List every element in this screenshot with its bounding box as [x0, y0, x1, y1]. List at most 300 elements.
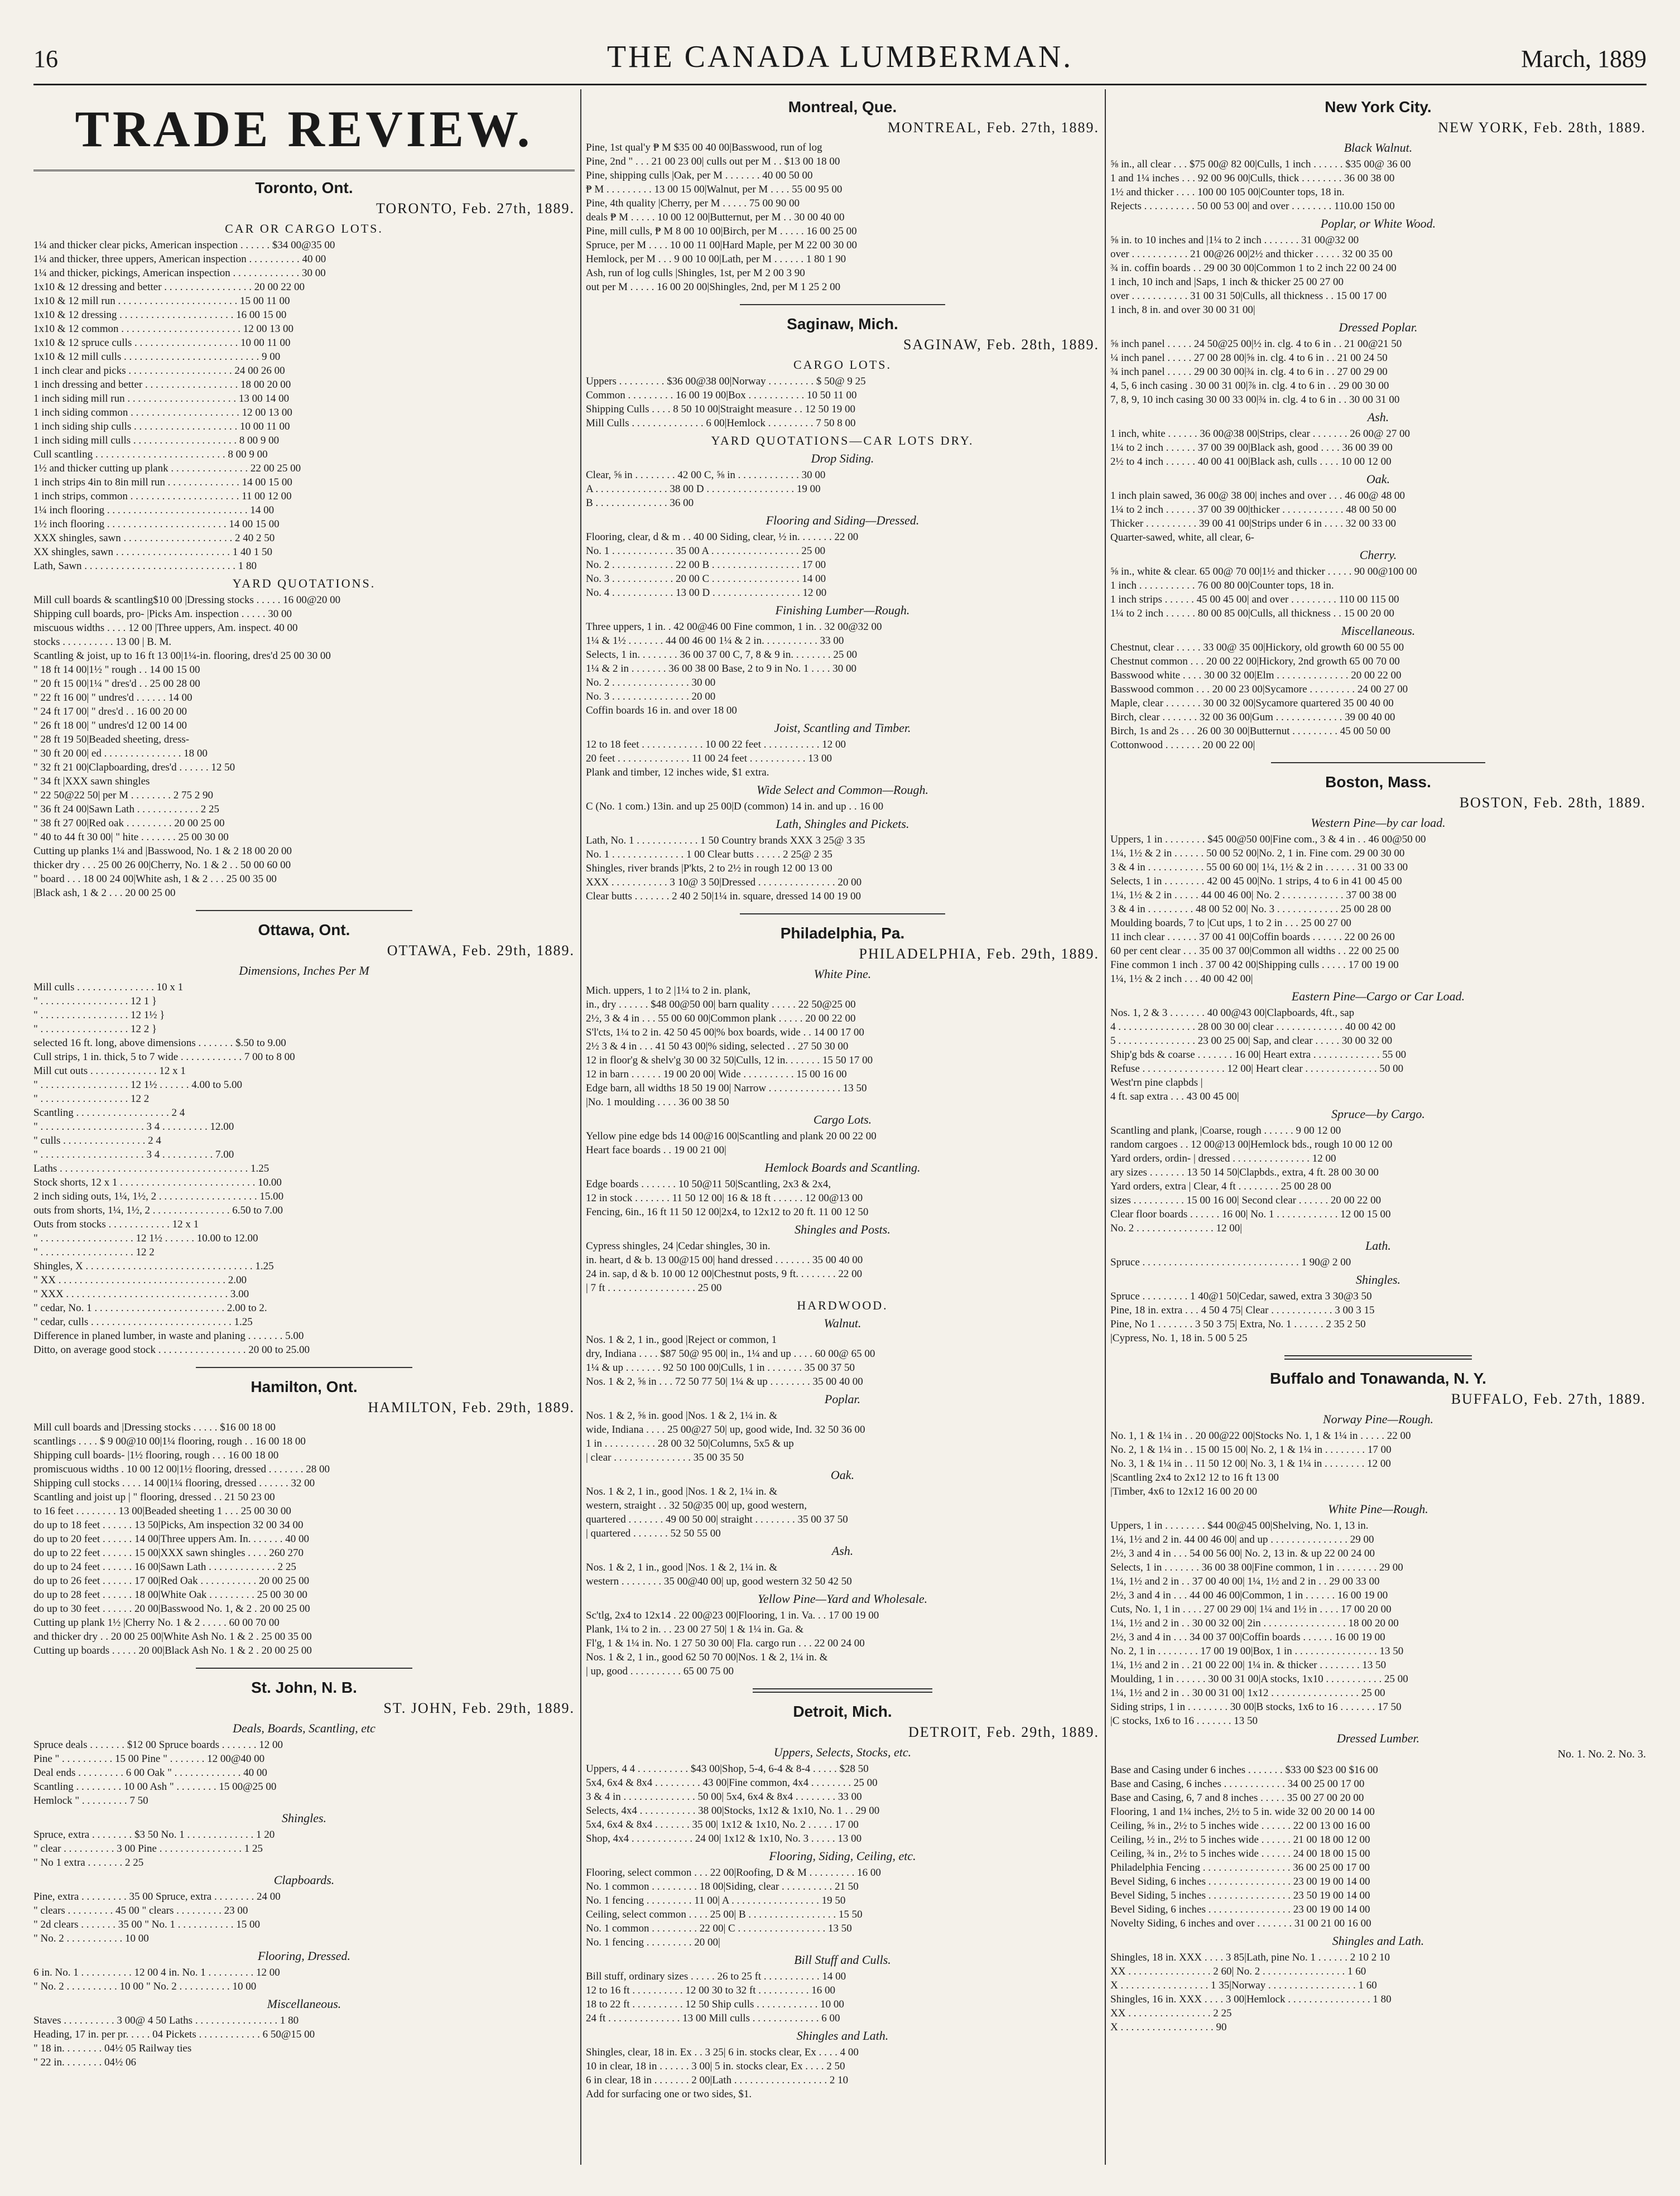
price-line: do up to 28 feet . . . . . . 18 00|White Oak . . . . . . . . . 25 00 30 00 [33, 1589, 307, 1601]
city-heading: Saginaw, Mich. [787, 315, 898, 333]
price-line: 1x10 & 12 mill run . . . . . . . . . . . . . . . . . . . . . . . 15 00 11 00 [33, 295, 290, 307]
section-rule [196, 1367, 412, 1368]
price-line: " 36 ft 24 00|Sawn Lath . . . . . . . . . . . . 2 25 [33, 803, 219, 815]
price-line: Ceiling, ¾ in., 2½ to 5 inches wide . . . . . . 24 00 18 00 15 00 [1110, 1848, 1370, 1860]
section-rule [196, 1668, 412, 1669]
price-list [1110, 427, 1646, 469]
price-line: 12 in floor'g & shelv'g 30 00 32 50|Culls, 12 in. . . . . . . 15 50 17 00 [586, 1054, 873, 1066]
price-line: Cottonwood . . . . . . . 20 00 22 00| [1110, 739, 1255, 751]
price-line: 1x10 & 12 spruce culls . . . . . . . . . . . . . . . . . . . . 10 00 11 00 [33, 337, 291, 349]
price-line: Ceiling, ⅝ in., 2½ to 5 inches wide . . . . . . 22 00 13 00 16 00 [1110, 1820, 1370, 1832]
price-line: XXX . . . . . . . . . . . 3 10@ 3 50|Dressed . . . . . . . . . . . . . . . 20 00 [586, 877, 862, 888]
price-line: 1 inch siding mill run . . . . . . . . . . . . . . . . . . . . . 13 00 14 00 [33, 393, 290, 404]
price-line: " No. 2 . . . . . . . . . . . 10 00 [33, 1933, 149, 1944]
price-line: Shingles, clear, 18 in. Ex . . 3 25| 6 in. stocks clear, Ex . . . . 4 00 [586, 2046, 859, 2058]
market-philadelphia [586, 924, 1099, 1678]
price-list [1110, 565, 1646, 620]
price-list [33, 2014, 575, 2069]
price-line: 1 inch strips, common . . . . . . . . . . . . . . . . . . . . . 11 00 12 00 [33, 490, 292, 502]
price-line: do up to 20 feet . . . . . . 14 00|Three uppers Am. In. . . . . . . 40 00 [33, 1533, 310, 1545]
price-line: Spruce . . . . . . . . . . . . . . . . . . . . . . . . . . . . . . 1 90@ 2 00 [1110, 1256, 1351, 1268]
subheading: Drop Siding. [811, 451, 874, 465]
price-line: 1 inch, 8 in. and over 30 00 31 00| [1110, 304, 1255, 316]
dateline: PHILADELPHIA, Feb. 29th, 1889. [859, 946, 1099, 962]
price-line: 1 inch clear and picks . . . . . . . . . . . . . . . . . . . . 24 00 26 00 [33, 365, 285, 377]
price-line: No. 4 . . . . . . . . . . . . 13 00 D . . . . . . . . . . . . . . . . . 12 00 [586, 587, 827, 599]
price-line: " cedar, culls . . . . . . . . . . . . . . . . . . . . . . . . . . . 1.25 [33, 1316, 253, 1328]
price-line: ¼ inch panel . . . . . 27 00 28 00|⅝ in. clg. 4 to 6 in . . 21 00 24 50 [1110, 352, 1388, 364]
price-line: deals ₱ M . . . . . 10 00 12 00|Butternut, per M . . 30 00 40 00 [586, 211, 845, 223]
price-list [33, 238, 575, 573]
price-line: Chestnut common . . . 20 00 22 00|Hickory, 2nd growth 65 00 70 00 [1110, 656, 1400, 667]
price-line: Base and Casing under 6 inches . . . . . . . $33 00 $23 00 $16 00 [1110, 1764, 1378, 1776]
price-line: XX . . . . . . . . . . . . . . . . 2 60| No. 2 . . . . . . . . . . . . . . . . 1 60 [1110, 1966, 1366, 1977]
price-list [586, 530, 1099, 600]
price-line: Flooring, select common . . . 22 00|Roofing, D & M . . . . . . . . . 16 00 [586, 1867, 881, 1879]
price-line: 1½ and thicker cutting up plank . . . . . . . . . . . . . . . 22 00 25 00 [33, 463, 301, 474]
price-line: Fl'g, 1 & 1¼ in. No. 1 27 50 30 00| Fla. cargo run . . . 22 00 24 00 [586, 1638, 865, 1649]
price-line: " 30 ft 20 00| ed . . . . . . . . . . . . . . . 18 00 [33, 748, 208, 759]
dateline: MONTREAL, Feb. 27th, 1889. [887, 119, 1099, 136]
price-line: ¾ inch panel . . . . . 29 00 30 00|¾ in. clg. 4 to 6 in . . 27 00 29 00 [1110, 366, 1388, 378]
subheading: Oak. [830, 1468, 855, 1482]
subheading: Ash. [831, 1544, 854, 1558]
price-line: Pine, shipping culls |Oak, per M . . . . . . . 40 00 50 00 [586, 170, 813, 181]
price-line: miscuous widths . . . . 12 00 |Three uppers, Am. inspect. 40 00 [33, 622, 298, 634]
price-line: No. 2, 1 & 1¼ in . . 15 00 15 00| No. 2, 1 & 1¼ in . . . . . . . . 17 00 [1110, 1444, 1392, 1456]
price-line: Yard orders, ordin- | dressed . . . . . . . . . . . . . . . 12 00 [1110, 1153, 1336, 1164]
price-line: 4, 5, 6 inch casing . 30 00 31 00|⅞ in. clg. 4 to 6 in . . 29 00 30 00 [1110, 380, 1389, 392]
subheading: Deals, Boards, Scantling, etc [233, 1721, 376, 1735]
price-line: Hemlock, per M . . . 9 00 10 00|Lath, per M . . . . . . 1 80 1 90 [586, 253, 846, 265]
price-list [586, 374, 1099, 430]
price-line: 6 in. No. 1 . . . . . . . . . . 12 00 4 in. No. 1 . . . . . . . . . 12 00 [33, 1967, 280, 1978]
price-list [1110, 1255, 1646, 1269]
column-divider [580, 89, 581, 2165]
price-line: Pine, No 1 . . . . . . . 3 50 3 75| Extra, No. 1 . . . . . . 2 35 2 50 [1110, 1318, 1366, 1330]
subheading: Wide Select and Common—Rough. [757, 783, 928, 797]
market-hamilton [33, 1378, 575, 1658]
price-line: 12 in stock . . . . . . . 11 50 12 00| 16 & 18 ft . . . . . . 12 00@13 00 [586, 1192, 863, 1204]
price-line: Mill cull boards & scantling$10 00 |Dressing stocks . . . . . 16 00@20 00 [33, 594, 341, 606]
price-list [1110, 1763, 1646, 1930]
price-line: Novelty Siding, 6 inches and over . . . . . . . 31 00 21 00 16 00 [1110, 1918, 1371, 1929]
subheading: Bill Stuff and Culls. [794, 1953, 891, 1967]
price-line: 1¼ and thicker clear picks, American inspection . . . . . . $34 00@35 00 [33, 239, 335, 251]
price-line: Uppers . . . . . . . . . $36 00@38 00|Norway . . . . . . . . . $ 50@ 9 25 [586, 375, 866, 387]
price-line: Fine common 1 inch . 37 00 42 00|Shipping culls . . . . . 17 00 19 00 [1110, 959, 1399, 971]
price-list [586, 2045, 1099, 2101]
column-left [33, 94, 575, 2158]
price-list [1110, 489, 1646, 545]
price-line: Selects, 4x4 . . . . . . . . . . . 38 00|Stocks, 1x12 & 1x10, No. 1 . . 29 00 [586, 1805, 880, 1817]
price-line: West'rn pine clapbds | [1110, 1077, 1203, 1089]
price-list [586, 1177, 1099, 1219]
price-line: Chestnut, clear . . . . . 33 00@ 35 00|Hickory, old growth 60 00 55 00 [1110, 642, 1404, 653]
price-line: Stock shorts, 12 x 1 . . . . . . . . . . . . . . . . . . . . . . . . . . 10.00 [33, 1177, 282, 1188]
price-line: Cutting up plank 1½ |Cherry No. 1 & 2 . . . . . 60 00 70 00 [33, 1617, 280, 1629]
subheading: Lath. [1365, 1239, 1391, 1253]
price-line: " clears . . . . . . . . . 45 00 " clears . . . . . . . . . 23 00 [33, 1905, 248, 1916]
price-line: " 34 ft |XXX sawn shingles [33, 776, 150, 787]
subheading: Norway Pine—Rough. [1323, 1412, 1433, 1426]
price-line: A . . . . . . . . . . . . . . 38 00 D . . . . . . . . . . . . . . . . . 19 00 [586, 483, 821, 495]
price-list [1110, 1519, 1646, 1728]
dateline: OTTAWA, Feb. 29th, 1889. [387, 942, 575, 959]
price-line: Yard orders, extra | Clear, 4 ft . . . . . . . . 25 00 28 00 [1110, 1181, 1331, 1192]
price-line: 2 inch siding outs, 1¼, 1½, 2 . . . . . . . . . . . . . . . . . . . 15.00 [33, 1191, 284, 1202]
price-line: 24 ft . . . . . . . . . . . . . . 13 00 Mill culls . . . . . . . . . . . . . 6 00 [586, 2012, 840, 2024]
price-line: Outs from stocks . . . . . . . . . . . . 12 x 1 [33, 1219, 199, 1230]
price-line: Mill culls . . . . . . . . . . . . . . . 10 x 1 [33, 981, 184, 993]
subheading: Clapboards. [273, 1873, 335, 1887]
price-line: Deal ends . . . . . . . . . 6 00 Oak " . . . . . . . . . . . . . 40 00 [33, 1767, 267, 1779]
price-line: western, straight . . 32 50@35 00| up, good western, [586, 1500, 807, 1511]
price-line: 24 in. sap, d & b. 10 00 12 00|Chestnut posts, 9 ft. . . . . . . . 22 00 [586, 1268, 863, 1280]
price-line: " culls . . . . . . . . . . . . . . . . 2 4 [33, 1135, 161, 1147]
price-line: XXX shingles, sawn . . . . . . . . . . . . . . . . . . . . . 2 40 2 50 [33, 532, 275, 544]
price-line: promiscuous widths . 10 00 12 00|1½ flooring, dressed . . . . . . . 28 00 [33, 1463, 330, 1475]
price-line: 1 inch strips . . . . . . 45 00 45 00| and over . . . . . . . . . 110 00 115 00 [1110, 594, 1399, 605]
price-list [586, 1762, 1099, 1846]
market-saginaw [586, 315, 1099, 903]
price-line: Lath, Sawn . . . . . . . . . . . . . . . . . . . . . . . . . . . . . 1 80 [33, 560, 257, 572]
subheading: Oak. [1366, 472, 1390, 486]
price-line: Staves . . . . . . . . . . 3 00@ 4 50 Laths . . . . . . . . . . . . . . . . 1 80 [33, 2015, 299, 2026]
price-line: " . . . . . . . . . . . . . . . . . . . . 3 4 . . . . . . . . . . 7.00 [33, 1149, 234, 1160]
price-line: Pine, 18 in. extra . . . 4 50 4 75| Clear . . . . . . . . . . . . 3 00 3 15 [1110, 1304, 1375, 1316]
price-list [1110, 641, 1646, 752]
price-list [1110, 337, 1646, 407]
price-line: Flooring, 1 and 1¼ inches, 2½ to 5 in. wide 32 00 20 00 14 00 [1110, 1806, 1375, 1818]
price-line: " . . . . . . . . . . . . . . . . . 12 1½ . . . . . . 4.00 to 5.00 [33, 1079, 243, 1091]
city-heading: Montreal, Que. [788, 98, 897, 115]
price-line: 12 to 16 ft . . . . . . . . . . 12 00 30 to 32 ft . . . . . . . . . . 16 00 [586, 1985, 836, 1996]
price-line: 1x10 & 12 mill culls . . . . . . . . . . . . . . . . . . . . . . . . . . 9 00 [33, 351, 281, 363]
price-line: " . . . . . . . . . . . . . . . . . . 12 1½ . . . . . . 10.00 to 12.00 [33, 1232, 258, 1244]
price-line: 1½ inch flooring . . . . . . . . . . . . . . . . . . . . . . . 14 00 15 00 [33, 518, 280, 530]
price-line: Cull scantling . . . . . . . . . . . . . . . . . . . . . . . . . 8 00 9 00 [33, 449, 268, 460]
subheading: Poplar. [824, 1392, 861, 1406]
price-line: Clear floor boards . . . . . . 16 00| No. 1 . . . . . . . . . . . . 12 00 15 00 [1110, 1208, 1391, 1220]
price-line: Heading, 17 in. per pr. . . . . 04 Pickets . . . . . . . . . . . . 6 50@15 00 [33, 2029, 315, 2040]
price-line: No. 2, 1 in . . . . . . . . 17 00 19 00|Box, 1 in . . . . . . . . . . . . . . . . 13 50 [1110, 1645, 1404, 1657]
price-line: " XX . . . . . . . . . . . . . . . . . . . . . . . . . . . . . . . . 2.00 [33, 1274, 247, 1286]
price-line: thicker dry . . . 25 00 26 00|Cherry, No. 1 & 2 . . 50 00 60 00 [33, 859, 291, 871]
price-list [1110, 1429, 1646, 1499]
price-line: Uppers, 1 in . . . . . . . . $45 00@50 00|Fine com., 3 & 4 in . . 46 00@50 00 [1110, 834, 1426, 845]
price-line: " 22 ft 16 00| " undres'd . . . . . . 14 00 [33, 692, 192, 704]
price-line: 5x4, 6x4 & 8x4 . . . . . . . 35 00| 1x12 & 1x10, No. 2 . . . . . 17 00 [586, 1819, 859, 1831]
price-line: 1 and 1¼ inches . . . 92 00 96 00|Culls, thick . . . . . . . . 36 00 38 00 [1110, 172, 1395, 184]
market-st-john [33, 1679, 575, 2069]
subheading: YARD QUOTATIONS—CAR LOTS DRY. [711, 434, 974, 447]
price-line: Shingles, X . . . . . . . . . . . . . . . . . . . . . . . . . . . . . . . . 1.25 [33, 1260, 274, 1272]
price-line: western . . . . . . . . 35 00@40 00| up, good western 32 50 42 50 [586, 1576, 852, 1587]
price-list [586, 1969, 1099, 2025]
price-line: XX . . . . . . . . . . . . . . . . 2 25 [1110, 2007, 1232, 2019]
price-line: " 24 ft 17 00| " dres'd . . 16 00 20 00 [33, 706, 187, 717]
subheading: HARDWOOD. [797, 1298, 888, 1312]
price-line: 1¼, 1½ and 2 in. 44 00 46 00| and up . . . . . . . . . . . . . . . 29 00 [1110, 1534, 1374, 1545]
price-line: 1¼ inch flooring . . . . . . . . . . . . . . . . . . . . . . . . . . . 14 00 [33, 504, 275, 516]
price-line: Nos. 1 & 2, 1 in., good |Nos. 1 & 2, 1¼ in. & [586, 1486, 778, 1497]
city-heading: Ottawa, Ont. [258, 921, 350, 938]
price-line: 3 & 4 in . . . . . . . . . 48 00 52 00| No. 3 . . . . . . . . . . . . 25 00 28 00 [1110, 903, 1392, 915]
section-rule [1284, 1355, 1472, 1360]
price-list [33, 1828, 575, 1870]
price-line: " . . . . . . . . . . . . . . . . . . 12 2 [33, 1246, 155, 1258]
price-line: 2½ to 4 inch . . . . . . 40 00 41 00|Black ash, culls . . . . 10 00 12 00 [1110, 456, 1392, 468]
price-line: No. 2 . . . . . . . . . . . . 22 00 B . . . . . . . . . . . . . . . . . 17 00 [586, 559, 826, 571]
dateline: SAGINAW, Feb. 28th, 1889. [903, 336, 1099, 353]
price-line: No. 1 . . . . . . . . . . . . . . 1 00 Clear butts . . . . . 2 25@ 2 35 [586, 849, 832, 860]
price-line: Ceiling, select common . . . . 25 00| B . . . . . . . . . . . . . . . . . 15 50 [586, 1909, 863, 1920]
price-line: Cull strips, 1 in. thick, 5 to 7 wide . . . . . . . . . . . . 7 00 to 8 00 [33, 1051, 295, 1063]
subheading: Spruce—by Cargo. [1331, 1107, 1425, 1121]
price-line: sizes . . . . . . . . . . 15 00 16 00| Second clear . . . . . . 20 00 22 00 [1110, 1195, 1381, 1206]
page-number: 16 [33, 45, 58, 73]
price-line: Scantling . . . . . . . . . . . . . . . . . . 2 4 [33, 1107, 185, 1119]
price-line: 3 & 4 in . . . . . . . . . . . . . . 50 00| 5x4, 6x4 & 8x4 . . . . . . . . 33 00 [586, 1791, 862, 1803]
price-line: 1¼, 1½ and 2 in . . 37 00 40 00| 1¼, 1½ and 2 in . . 29 00 33 00 [1110, 1576, 1380, 1587]
price-line: Selects, 1 in . . . . . . . . 42 00 45 00|No. 1 strips, 4 to 6 in 41 00 45 00 [1110, 875, 1402, 887]
price-line: " 20 ft 15 00|1¼ " dres'd . . 25 00 28 00 [33, 678, 200, 690]
price-line: " . . . . . . . . . . . . . . . . . 12 1 } [33, 995, 157, 1007]
price-line: Philadelphia Fencing . . . . . . . . . . . . . . . . . 36 00 25 00 17 00 [1110, 1862, 1370, 1874]
price-line: |Black ash, 1 & 2 . . . 20 00 25 00 [33, 887, 176, 899]
price-line: 1¼ to 2 inch . . . . . . 37 00 39 00|Black ash, good . . . . 36 00 39 00 [1110, 442, 1393, 454]
price-line: 1 inch siding ship culls . . . . . . . . . . . . . . . . . . . . 10 00 11 00 [33, 421, 290, 432]
price-line: Ship'g bds & coarse . . . . . . . 16 00| Heart extra . . . . . . . . . . . . . 55 00 [1110, 1049, 1407, 1061]
price-line: 3 & 4 in . . . . . . . . . . . 55 00 60 00| 1¼, 1½ & 2 in . . . . . . 31 00 33 00 [1110, 861, 1408, 873]
subheading: Shingles and Lath. [1332, 1934, 1424, 1948]
price-line: 1 inch dressing and better . . . . . . . . . . . . . . . . . . 18 00 20 00 [33, 379, 291, 391]
price-line: Moulding boards, 7 to |Cut ups, 1 to 2 in . . . 25 00 27 00 [1110, 917, 1351, 929]
price-line: 1 inch, 10 inch and |Saps, 1 inch & thicker 25 00 27 00 [1110, 276, 1344, 288]
price-line: 1¼ to 2 inch . . . . . . 80 00 85 00|Culls, all thickness . . 15 00 20 00 [1110, 608, 1394, 619]
price-line: No. 3 . . . . . . . . . . . . 20 00 C . . . . . . . . . . . . . . . . . 14 00 [586, 573, 826, 585]
subheading: Shingles and Lath. [796, 2029, 889, 2043]
price-line: No. 2 . . . . . . . . . . . . . . . 30 00 [586, 677, 716, 688]
subheading: Dimensions, Inches Per M [239, 964, 369, 977]
subheading: Miscellaneous. [267, 1997, 341, 2011]
subheading: Cargo Lots. [813, 1113, 872, 1126]
price-list [586, 1650, 1099, 1678]
price-line: ¾ in. coffin boards . . 29 00 30 00|Common 1 to 2 inch 22 00 24 00 [1110, 262, 1397, 274]
price-line: Pine " . . . . . . . . . . 15 00 Pine " . . . . . . . 12 00@40 00 [33, 1753, 265, 1765]
price-line: random cargoes . . 12 00@13 00|Hemlock bds., rough 10 00 12 00 [1110, 1139, 1393, 1150]
price-line: |C stocks, 1x6 to 16 . . . . . . . 13 50 [1110, 1715, 1258, 1727]
price-line: in. heart, d & b. 13 00@15 00| hand dressed . . . . . . . 35 00 40 00 [586, 1254, 863, 1266]
price-line: 2½ 3 & 4 in . . . 41 50 43 00|% siding, selected . . 27 50 30 00 [586, 1041, 849, 1052]
price-line: 1x10 & 12 dressing and better . . . . . . . . . . . . . . . . . 20 00 22 00 [33, 281, 305, 293]
price-line: Pine, extra . . . . . . . . . 35 00 Spruce, extra . . . . . . . . 24 00 [33, 1891, 281, 1903]
price-line: scantlings . . . . $ 9 00@10 00|1¼ flooring, rough . . 16 00 18 00 [33, 1436, 306, 1447]
dateline: HAMILTON, Feb. 29th, 1889. [368, 1399, 575, 1415]
price-line: do up to 22 feet . . . . . . 15 00|XXX sawn shingles . . . . 260 270 [33, 1547, 304, 1559]
price-line: 11 inch clear . . . . . . 37 00 41 00|Coffin boards . . . . . . 22 00 26 00 [1110, 931, 1395, 943]
price-line: 1¼, 1½ and 2 in . . 21 00 22 00| 1¼ in. & thicker . . . . . . . . 13 50 [1110, 1659, 1387, 1671]
subheading: Uppers, Selects, Stocks, etc. [773, 1745, 912, 1759]
price-line: 1¼, 1½ and 2 in . . 30 00 32 00| 2in . . . . . . . . . . . . . . . . 18 00 20 00 [1110, 1617, 1399, 1629]
subheading: Miscellaneous. [1341, 624, 1416, 638]
dateline: BUFFALO, Feb. 27th, 1889. [1451, 1391, 1646, 1407]
price-line: " 18 in. . . . . . . . 04½ 05 Railway ties [33, 2043, 192, 2054]
newspaper-title: THE CANADA LUMBERMAN. [606, 40, 1074, 74]
price-list [586, 141, 1099, 294]
price-line: 1 inch strips 4in to 8in mill run . . . . . . . . . . . . . . 14 00 15 00 [33, 476, 292, 488]
section-rule [740, 913, 945, 914]
price-list [586, 1485, 1099, 1540]
price-line: 1¼ and thicker, pickings, American inspection . . . . . . . . . . . . . 30 00 [33, 267, 326, 279]
price-line: |Timber, 4x6 to 12x12 16 00 20 00 [1110, 1486, 1258, 1497]
price-line: Heart face boards . . 19 00 21 00| [586, 1144, 726, 1156]
dateline: DETROIT, Feb. 29th, 1889. [908, 1724, 1099, 1740]
price-line: 5x4, 6x4 & 8x4 . . . . . . . . . 43 00|Fine common, 4x4 . . . . . . . . 25 00 [586, 1777, 878, 1789]
market-detroit [586, 1703, 1099, 2101]
subheading: Western Pine—by car load. [1311, 816, 1446, 830]
price-line: " 28 ft 19 50|Beaded sheeting, dress- [33, 734, 190, 745]
price-line: Fencing, 6in., 16 ft 11 50 12 00|2x4, to 12x12 to 20 ft. 11 00 12 50 [586, 1206, 869, 1218]
price-list [586, 468, 1099, 510]
price-line: Basswood white . . . . 30 00 32 00|Elm . . . . . . . . . . . . . . 20 00 22 00 [1110, 670, 1402, 681]
price-line: 4 ft. sap extra . . . 43 00 45 00| [1110, 1091, 1239, 1102]
price-line: 10 in clear, 18 in . . . . . . 3 00| 5 in. stocks clear, Ex . . . . 2 50 [586, 2060, 845, 2072]
price-line: C (No. 1 com.) 13in. and up 25 00|D (common) 14 in. and up . . 16 00 [586, 801, 884, 812]
subheading: Lath, Shingles and Pickets. [776, 817, 909, 831]
price-line: 20 feet . . . . . . . . . . . . . . 11 00 24 feet . . . . . . . . . . . 13 00 [586, 753, 832, 764]
price-line: No. 2 . . . . . . . . . . . . . . . 12 00| [1110, 1222, 1243, 1234]
price-line: Ceiling, ½ in., 2½ to 5 inches wide . . . . . . 21 00 18 00 12 00 [1110, 1834, 1370, 1846]
price-line: 2½, 3 & 4 in . . . 55 00 60 00|Common plank . . . . . 20 00 22 00 [586, 1013, 856, 1024]
masthead [33, 39, 1647, 78]
market-new-york [1110, 98, 1646, 752]
price-line: Plank, 1¼ to 2 in. . . 23 00 27 50| 1 & 1¼ in. Ga. & [586, 1624, 804, 1635]
price-line: 1 inch siding common . . . . . . . . . . . . . . . . . . . . . 12 00 13 00 [33, 407, 292, 418]
price-line: dry, Indiana . . . . $87 50@ 95 00| in., 1¼ and up . . . . 60 00@ 65 00 [586, 1348, 875, 1360]
price-line: X . . . . . . . . . . . . . . . . . 1 35|Norway . . . . . . . . . . . . . . . . . 1 60 [1110, 1980, 1377, 1991]
price-line: Difference in planed lumber, in waste and planing . . . . . . . 5.00 [33, 1330, 304, 1342]
price-list [33, 593, 575, 900]
price-line: selected 16 ft. long, above dimensions . . . . . . . $.50 to 9.00 [33, 1037, 286, 1049]
price-line: ⅝ in., all clear . . . $75 00@ 82 00|Culls, 1 inch . . . . . . $35 00@ 36 00 [1110, 158, 1411, 170]
subheading: Cherry. [1359, 548, 1397, 562]
price-list [1110, 157, 1646, 213]
city-heading: Hamilton, Ont. [251, 1378, 358, 1395]
city-heading: Buffalo and Tonawanda, N. Y. [1270, 1370, 1486, 1387]
price-line: Coffin boards 16 in. and over 18 00 [586, 705, 737, 716]
price-line: to 16 feet . . . . . . . . 13 00|Beaded sheeting 1 . . . 25 00 30 00 [33, 1505, 291, 1517]
price-line: Bill stuff, ordinary sizes . . . . . 26 to 25 ft . . . . . . . . . . . 14 00 [586, 1971, 846, 1982]
subheading: Joist, Scantling and Timber. [774, 721, 911, 735]
subheading: YARD QUOTATIONS. [232, 576, 376, 590]
price-line: | quartered . . . . . . . 52 50 55 00 [586, 1528, 721, 1539]
price-line: " clear . . . . . . . . . . 3 00 Pine . . . . . . . . . . . . . . . . 1 25 [33, 1843, 263, 1855]
price-line: wide, Indiana . . . . 25 00@27 50| up, good wide, Ind. 32 50 36 00 [586, 1424, 865, 1436]
price-line: 7, 8, 9, 10 inch casing 30 00 33 00|¾ in. clg. 4 to 6 in . . 30 00 31 00 [1110, 394, 1400, 406]
market-boston [1110, 773, 1646, 1345]
price-line: outs from shorts, 1¼, 1½, 2 . . . . . . . . . . . . . . . 6.50 to 7.00 [33, 1205, 283, 1216]
price-line: 1 inch . . . . . . . . . . . 76 00 80 00|Counter tops, 18 in. [1110, 580, 1334, 591]
price-list [33, 1738, 575, 1808]
price-list [586, 800, 1099, 813]
market-ottawa [33, 921, 575, 1357]
price-line: | clear . . . . . . . . . . . . . . . 35 00 35 50 [586, 1452, 744, 1463]
price-line: X . . . . . . . . . . . . . . . . . . 90 [1110, 2021, 1227, 2033]
price-list [586, 1609, 1099, 1650]
price-line: Nos. 1 & 2, ⅝ in. good |Nos. 1 & 2, 1¼ in. & [586, 1410, 778, 1422]
price-line: Scantling and plank, |Coarse, rough . . . . . . 9 00 12 00 [1110, 1125, 1341, 1136]
price-line: Mill cut outs . . . . . . . . . . . . . 12 x 1 [33, 1065, 186, 1077]
price-line: " 22 50@22 50| per M . . . . . . . . 2 75 2 90 [33, 789, 213, 801]
price-list [1110, 832, 1646, 986]
price-line: 2½, 3 and 4 in . . . 34 00 37 00|Coffin boards . . . . . . 16 00 19 00 [1110, 1631, 1385, 1643]
price-line: Pine, 1st qual'y ₱ M $35 00 40 00|Basswood, run of log [586, 142, 822, 153]
price-line: " No 1 extra . . . . . . . 2 25 [33, 1857, 144, 1868]
price-line: Mich. uppers, 1 to 2 |1¼ to 2 in. plank, [586, 985, 751, 996]
price-line: 1 in . . . . . . . . . . 28 00 32 50|Columns, 5x5 & up [586, 1438, 794, 1449]
price-line: 1¼, 1½ & 2 in . . . . . 44 00 46 00| No. 2 . . . . . . . . . . . . 37 00 38 00 [1110, 889, 1397, 901]
price-line: Bevel Siding, 6 inches . . . . . . . . . . . . . . . . 23 00 19 00 14 00 [1110, 1876, 1370, 1887]
price-line: Cuts, No. 1, 1 in . . . . 27 00 29 00| 1¼ and 1½ in . . . . 17 00 20 00 [1110, 1603, 1392, 1615]
price-list [33, 980, 575, 1357]
subheading: Flooring, Dressed. [257, 1949, 350, 1963]
price-line: Scantling and joist up | " flooring, dressed . . 21 50 23 00 [33, 1491, 275, 1503]
price-line: S'l'cts, 1¼ to 2 in. 42 50 45 00|% box boards, wide . . 14 00 17 00 [586, 1027, 864, 1038]
section-rule [196, 910, 412, 911]
price-line: Common . . . . . . . . . 16 00 19 00|Box . . . . . . . . . . . 10 50 11 00 [586, 389, 857, 401]
market-montreal [586, 98, 1099, 294]
price-line: No. 1 . . . . . . . . . . . . 35 00 A . . . . . . . . . . . . . . . . . 25 00 [586, 545, 826, 557]
subheading: Black Walnut. [1344, 141, 1413, 155]
price-line: Nos. 1 & 2, ⅝ in . . . 72 50 77 50| 1¼ & up . . . . . . . . 35 00 40 00 [586, 1376, 863, 1388]
price-line: Plank and timber, 12 inches wide, $1 extra. [586, 767, 769, 778]
price-list [586, 1561, 1099, 1588]
subheading: Shingles and Posts. [795, 1222, 890, 1236]
dateline: BOSTON, Feb. 28th, 1889. [1459, 794, 1646, 811]
price-line: stocks . . . . . . . . . . 13 00 | B. M. [33, 636, 172, 648]
price-list [33, 1890, 575, 1945]
price-line: do up to 30 feet . . . . . . 20 00|Basswood No. 1, & 2 . 20 00 25 00 [33, 1603, 310, 1615]
subheading: Dressed Lumber. [1336, 1731, 1420, 1745]
price-list [586, 1239, 1099, 1295]
price-line: Flooring, clear, d & m . . 40 00 Siding, clear, ½ in. . . . . . . 22 00 [586, 531, 859, 543]
price-line: Basswood common . . . 20 00 23 00|Sycamore . . . . . . . . . 24 00 27 00 [1110, 683, 1408, 695]
price-line: Rejects . . . . . . . . . . 50 00 53 00| and over . . . . . . . . 110.00 150 00 [1110, 200, 1395, 212]
price-line: Base and Casing, 6, 7 and 8 inches . . . . . 35 00 27 00 20 00 [1110, 1792, 1364, 1804]
price-line: 4 . . . . . . . . . . . . . . . 28 00 30 00| clear . . . . . . . . . . . . . 40 00 42 00 [1110, 1021, 1395, 1033]
price-line: out per M . . . . . 16 00 20 00|Shingles, 2nd, per M 1 25 2 00 [586, 281, 841, 293]
column-right [1110, 94, 1646, 2158]
price-line: |Scantling 2x4 to 2x12 12 to 16 ft 13 00 [1110, 1472, 1279, 1484]
price-line: 1¼ to 2 inch . . . . . . 37 00 39 00|thicker . . . . . . . . . . . . 48 00 50 00 [1110, 504, 1397, 516]
price-line: XX shingles, sawn . . . . . . . . . . . . . . . . . . . . . . 1 40 1 50 [33, 546, 273, 558]
price-list [1110, 233, 1646, 317]
price-line: Shipping cull stocks . . . . 14 00|1¼ flooring, dressed . . . . . . 32 00 [33, 1477, 315, 1489]
price-line: 2½, 3 and 4 in . . . 54 00 56 00| No. 2, 13 in. & up 22 00 24 00 [1110, 1548, 1375, 1559]
price-line: Nos. 1, 2 & 3 . . . . . . . 40 00@43 00|Clapboards, 4ft., sap [1110, 1007, 1355, 1019]
price-line: do up to 24 feet . . . . . . 16 00|Sawn Lath . . . . . . . . . . . . . 2 25 [33, 1561, 296, 1573]
price-line: Moulding, 1 in . . . . . . 30 00 31 00|A stocks, 1x10 . . . . . . . . . . . 25 00 [1110, 1673, 1408, 1685]
column-headers: No. 1. No. 2. No. 3. [1557, 1748, 1646, 1760]
price-line: ⅝ in. to 10 inches and |1¼ to 2 inch . . . . . . . 31 00@32 00 [1110, 234, 1359, 246]
price-line: " No. 2 . . . . . . . . . . 10 00 " No. 2 . . . . . . . . . . 10 00 [33, 1981, 257, 1992]
price-line: Shingles, river brands |P'kts, 2 to 2½ in rough 12 00 13 00 [586, 863, 832, 874]
price-line: Shipping Culls . . . . 8 50 10 00|Straight measure . . 12 50 19 00 [586, 403, 856, 415]
price-line: B . . . . . . . . . . . . . . 36 00 [586, 497, 694, 509]
price-line: Siding strips, 1 in . . . . . . . . 30 00|B stocks, 1x6 to 16 . . . . . . . 17 50 [1110, 1701, 1402, 1713]
